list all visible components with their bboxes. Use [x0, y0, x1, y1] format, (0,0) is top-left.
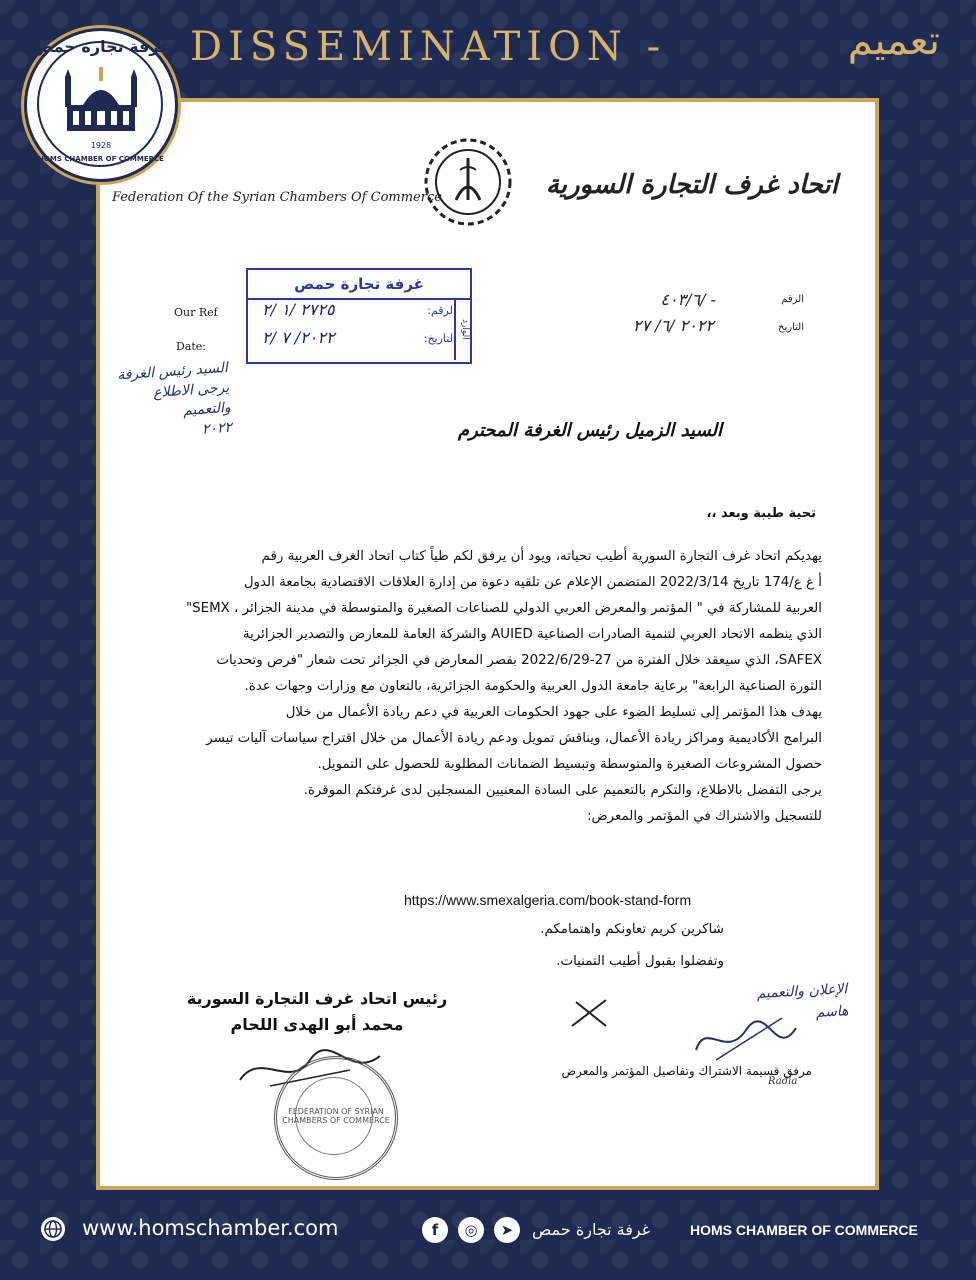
letter-line: يهدف هذا المؤتمر إلى تسليط الضوء على جهود الحكومات العربية في دعم ريادة الأعمال من خلال: [285, 705, 822, 720]
footer-org-ar: غرفة تجارة حمص: [532, 1220, 651, 1239]
handwritten-line: يرجى الاطلاع والتعميم: [152, 379, 232, 420]
signature-block: [182, 986, 452, 1038]
letter-addressee: السيد الزميل رئيس الغرفة المحترم: [457, 420, 722, 441]
letter-line: للتسجيل والاشتراك في المؤتمر والمعرض:: [586, 809, 822, 824]
letter-line: يهديكم اتحاد غرف التجارة السورية أطيب تحياته، ويود أن يرفق لكم طياً كتاب اتحاد الغرف العربية رقم: [261, 549, 822, 564]
instagram-icon[interactable]: ◎: [458, 1217, 484, 1243]
letter-line: حصول المشروعات الصغيرة والمتوسطة وتبسيط الضمانات المطلوبة للحصول على التمويل.: [317, 757, 822, 772]
telegram-icon[interactable]: ➤: [494, 1217, 520, 1243]
letter-line: يرجى التفضل بالاطلاع، والتكرم بالتعميم على السادة المعنيين المسجلين لدى غرفتكم الموقرة.: [303, 783, 822, 798]
incoming-stamp: [246, 268, 472, 364]
letter-line: الذي ينظمه الاتحاد العربي لتنمية الصادرات الصناعية AUIED والشركة العامة للمعارض والتصدير الجزائرية: [242, 627, 822, 642]
signature-title: رئيس اتحاد غرف التجارة السورية: [186, 989, 448, 1008]
letter-body: [108, 544, 822, 830]
stamp-date-label: التاريخ:: [423, 332, 456, 345]
banner-title-ar: تعميم: [847, 18, 940, 64]
letter-line: الثورة الصناعية الرابعة" برعاية جامعة الدول العربية والحكومة الجزائرية، بالتعاون مع وزارات وجهات عدة.: [244, 679, 822, 694]
letter-line: أ غ ع/174 تاريخ 2022/3/14 المتضمن الإعلام عن تلقيه دعوة من إدارة العلاقات الاقتصادية بجامعة الدول: [243, 575, 822, 590]
logo-ring-text: غرفة تجارة حمص: [31, 37, 171, 56]
attachment-note: مرفق قسيمة الاشتراك وتفاصيل المؤتمر والمعرض: [561, 1064, 812, 1078]
handwritten-line: ٢٠٢٢: [201, 419, 233, 438]
seal-text: FEDERATION OF SYRIAN CHAMBERS OF COMMERCE: [282, 1107, 390, 1125]
federation-name-ar: اتحاد غرف التجارة السورية: [545, 170, 838, 200]
ref-label-ar: الرقم: [781, 294, 804, 305]
letter-line: SAFEX، الذي سيعقد خلال الفترة من 27-2022/6/29 بقصر المعارض في الجزائر تحت شعار "فرص وتحديات: [216, 653, 822, 668]
letter-thanks: شاكرين كريم تعاونكم واهتمامكم.: [540, 922, 724, 937]
handwritten-note: [105, 358, 232, 446]
footer-org-en: HOMS CHAMBER OF COMMERCE: [690, 1222, 918, 1238]
facebook-icon[interactable]: f: [422, 1217, 448, 1243]
registration-link[interactable]: https://www.smexalgeria.com/book-stand-form: [404, 892, 692, 908]
cross-mark-icon: [566, 996, 612, 1030]
footer-website[interactable]: www.homschamber.com: [82, 1216, 339, 1240]
federation-emblem-icon: [420, 134, 516, 230]
globe-icon[interactable]: [40, 1216, 66, 1242]
handwritten-line: الإعلان والتعميم: [756, 981, 848, 1002]
date-label-ar: التاريخ: [778, 322, 804, 333]
official-seal: [274, 1056, 398, 1180]
letter-line: البرامج الأكاديمية ومراكز ريادة الأعمال، ويناقش تمويل ودعم ريادة الأعمال من خلال اقتراح سياسات آليات تيسر: [206, 731, 822, 746]
federation-name-en: Federation Of the Syrian Chambers Of Commerce: [112, 190, 442, 205]
ref-value: ٤٠٣/٦/ -: [660, 290, 716, 309]
banner-title-en: DISSEMINATION -: [190, 24, 667, 70]
stamp-ref-value: ٢٧٢٥ /١ /٢: [262, 300, 335, 319]
our-ref-label: Our Ref: [174, 306, 218, 319]
date-label: Date:: [176, 340, 207, 353]
typist-initials: Radia: [768, 1076, 798, 1087]
letter-line: العربية للمشاركة في " المؤتمر والمعرض العربي الدولي للصناعات الصغيرة والمتوسطة في مدينة الجزائر ، SEMX": [185, 601, 822, 616]
stamp-ref-label: الرقم:: [427, 304, 456, 317]
handwritten-line: السيد رئيس الغرفة: [116, 359, 229, 384]
letter-greeting: تحية طيبة وبعد ،،: [706, 506, 816, 521]
stamp-side-label: الوارد: [454, 298, 470, 360]
logo-ring-text-en: HOMS CHAMBER OF COMMERCE: [38, 155, 164, 163]
stamp-date-value: ٢٠٢٢/ ٧ /٢: [262, 328, 335, 347]
handwritten-signature-icon: [686, 1010, 806, 1070]
letter-regards: وتفضلوا بقبول أطيب التمنيات.: [556, 954, 724, 969]
signature-name: محمد أبو الهدى اللحام: [230, 1015, 404, 1034]
handwritten-line: هاسم: [815, 1003, 849, 1021]
logo-year: 1928: [90, 141, 112, 150]
homs-chamber-logo: [24, 28, 178, 182]
stamp-title: غرفة تجارة حمص: [248, 270, 470, 300]
date-value: ٢٠٢٢ /٦/ ٢٧: [632, 316, 714, 335]
mosque-icon: [61, 61, 141, 139]
